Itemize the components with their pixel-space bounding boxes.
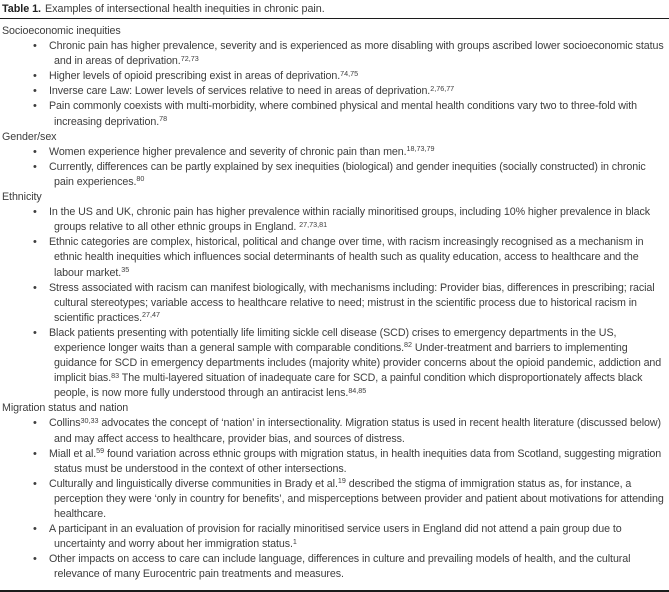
bullet-item: • Miall et al.$^{59}$ found variation across ethnic groups with migration status, in health inequities data from Scotland, suggesting migration status must be understood in the context of other intersections. (1, 447, 668, 477)
table-title-label: Table 1. (2, 3, 42, 15)
table-title (0, 0, 669, 19)
section-header: Socioeconomic inequities (2, 25, 121, 37)
section-header: Gender/sex (2, 130, 57, 143)
reference-superscript: 1 (292, 536, 297, 546)
reference-superscript: 80 (136, 174, 145, 184)
bullet-list (1, 416, 668, 582)
bullet-item: • In the US and UK, chronic pain has higher prevalence within racially minoritised groups, including 10% higher prevalence in black groups relative to all other ethnic groups in England. $^{27,73,81}$ (1, 205, 668, 235)
reference-superscript: 27,47 (142, 310, 161, 320)
bullet-item: • Stress associated with racism can manifest biologically, with mechanisms including: Provider bias, differences in prescribing; racial cultural stereotypes; variable access to healthcare relative to need; mistrust in the scientific process due to historical racism in scientific practices.$^{27,47}$ (1, 281, 668, 326)
bullet-item: • Ethnic categories are complex, historical, political and change over time, with racism increasingly recognised as a mechanism in ethnic health inequities which influences social determinants of health such as quality education, access to healthcare and the labour market.$^{35}$ (1, 235, 668, 280)
reference-superscript: 27,73,81 (299, 219, 328, 229)
table-title-text: Examples of intersectional health inequities in chronic pain. (45, 3, 325, 15)
reference-superscript: 30,33 (80, 415, 99, 425)
reference-superscript: 72,73 (180, 53, 199, 63)
reference-superscript: 82 (404, 340, 413, 350)
reference-superscript: 18,73,79 (406, 144, 435, 154)
section-header: Ethnicity (2, 191, 42, 204)
bullet-item: • Culturally and linguistically diverse communities in Brady et al.$^{19}$ described the stigma of immigration status as, for instance, a perception they were ‘only in country for benefits’, and misperceptions between provider and patient about motivations for attending healthcare. (1, 477, 668, 522)
reference-superscript: 59 (96, 446, 105, 456)
bullet-list (1, 145, 668, 190)
bullet-item: • Women experience higher prevalence and severity of chronic pain than men.$^{18,73,79}$ (1, 145, 668, 160)
reference-superscript: 84,85 (348, 385, 367, 395)
bullet-list (1, 39, 668, 130)
bullet-item: • Higher levels of opioid prescribing exist in areas of deprivation.$^{74,75}$ (1, 69, 668, 84)
reference-superscript: 78 (159, 113, 168, 123)
bullet-item: • Black patients presenting with potentially life limiting sickle cell disease (SCD) crises to emergency departments in the US, experience longer waits than a general sample with comparable conditions.$^{82}$ Under-treatment and barriers to implementing guidance for SCD in emergency departments includes (majority white) provider concerns about the opioid pandemic, addiction and implicit bias.$^{83}$ The multi-layered situation of inadequate care for SCD, a painful condition which disproportionately affects black people, is now more fully understood through an antiracist lens.$^{84,85}$ (1, 326, 668, 401)
reference-superscript: 74,75 (340, 68, 359, 78)
bullet-item: • Other impacts on access to care can include language, differences in culture and prevailing models of health, and the cultural relevance of many Eurocentric pain treatments and measures. (1, 552, 668, 582)
reference-superscript: 35 (121, 264, 130, 274)
reference-superscript: 2,76,77 (430, 83, 455, 93)
bullet-list (1, 205, 668, 401)
bullet-item: • A participant in an evaluation of provision for racially minoritised service users in England did not attend a pain group due to uncertainty and worry about her immigration status.$^1$ (1, 522, 668, 552)
reference-superscript: 83 (111, 370, 120, 380)
table-body (0, 19, 669, 582)
bullet-item: • Inverse care Law: Lower levels of services relative to need in areas of deprivation.$^{2,76,77}$ (1, 84, 668, 99)
section-header: Migration status and nation (2, 402, 129, 415)
bullet-item: • Pain commonly coexists with multi-morbidity, where combined physical and mental health conditions vary two to three-fold with increasing deprivation.$^{78}$ (1, 99, 668, 129)
bullet-item: • Chronic pain has higher prevalence, severity and is experienced as more disabling with groups ascribed lower socioeconomic status and in areas of deprivation.$^{72,73}$ (1, 39, 668, 69)
reference-superscript: 19 (337, 476, 346, 486)
bullet-item: • Collins$^{30,33}$ advocates the concept of ‘nation’ in intersectionality. Migration status is used in recent health literature (discussed below) and may affect access to healthcare, provider bias, and sources of distress. (1, 416, 668, 446)
bullet-item: • Currently, differences can be partly explained by sex inequities (biological) and gender inequities (socially constructed) in chronic pain experiences.$^{80}$ (1, 160, 668, 190)
